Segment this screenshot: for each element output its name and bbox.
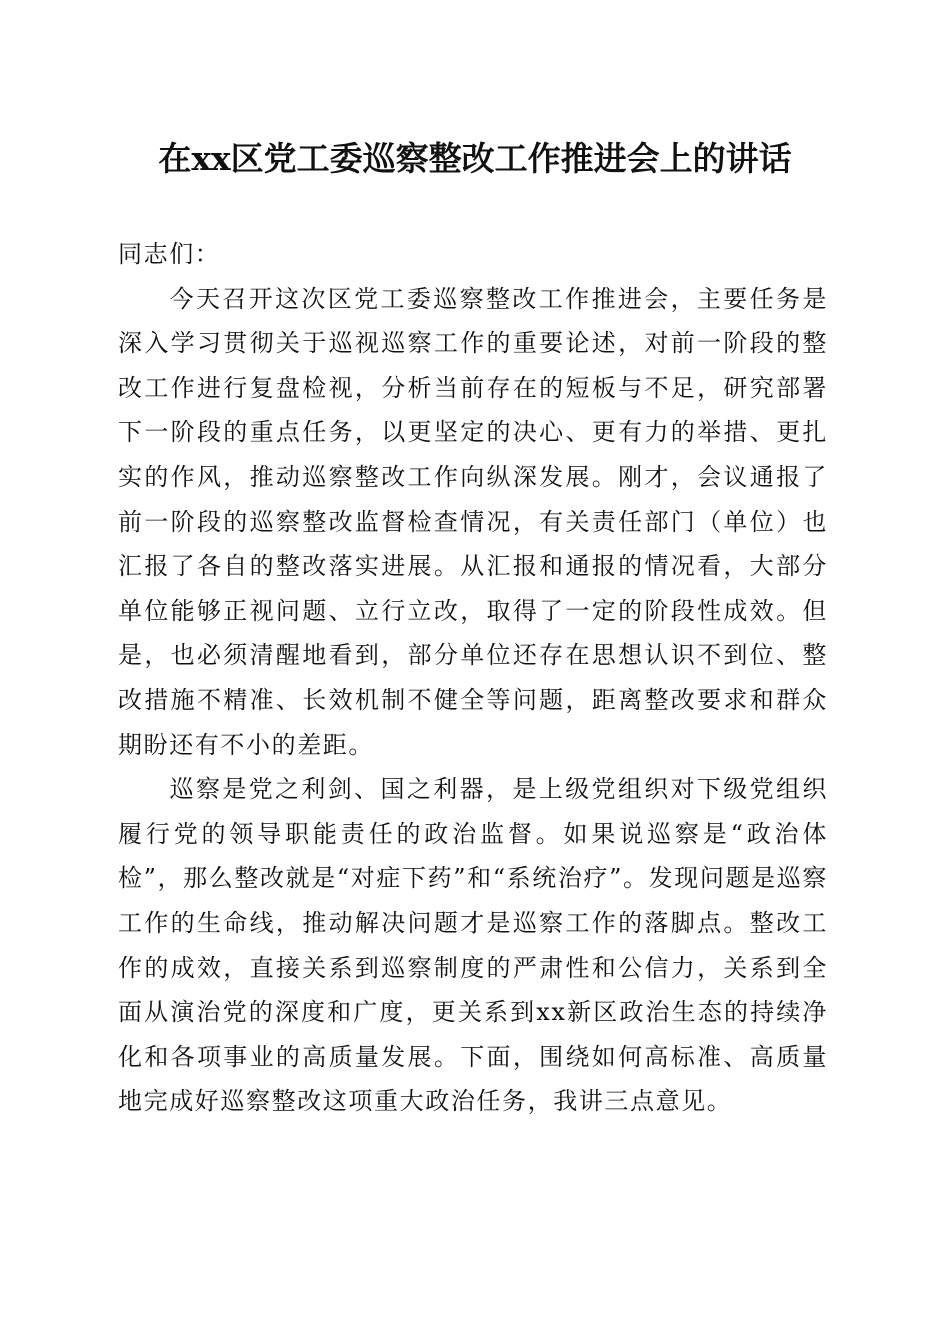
paragraph-1: 今天召开这次区党工委巡察整改工作推进会，主要任务是深入学习贯彻关于巡视巡察工作的重要论述，对前一阶段的整改工作进行复盘检视，分析当前存在的短板与不足，研究部署下一阶段的重点任务，以更坚定的决心、更有力的举措、更扎实的作风，推动巡察整改工作向纵深发展。刚才，会议通报了前一阶段的巡察整改监督检查情况，有关责任部门（单位）也汇报了各自的整改落实进展。从汇报和通报的情况看，大部分单位能够正视问题、立行立改，取得了一定的阶段性成效。但是，也必须清醒地看到，部分单位还存在思想认识不到位、整改措施不精准、长效机制不健全等问题，距离整改要求和群众期盼还有不小的差距。 bbox=[118, 284, 828, 759]
salutation: 同志们： bbox=[118, 240, 221, 268]
document-title: 在xx区党工委巡察整改工作推进会上的讲话 bbox=[158, 139, 792, 178]
paragraph-2: 巡察是党之利剑、国之利器，是上级党组织对下级党组织履行党的领导职能责任的政治监督。如果说巡察是“政治体检”，那么整改就是“对症下药”和“系统治疗”。发现问题是巡察工作的生命线，推动解决问题才是巡察工作的落脚点。整改工作的成效，直接关系到巡察制度的严肃性和公信力，关系到全面从演治党的深度和广度，更关系到xx新区政治生态的持续净化和各项事业的高质量发展。下面，围绕如何高标准、高质量地完成好巡察整改这项重大政治任务，我讲三点意见。 bbox=[118, 775, 828, 1116]
document-body bbox=[118, 232, 828, 1124]
